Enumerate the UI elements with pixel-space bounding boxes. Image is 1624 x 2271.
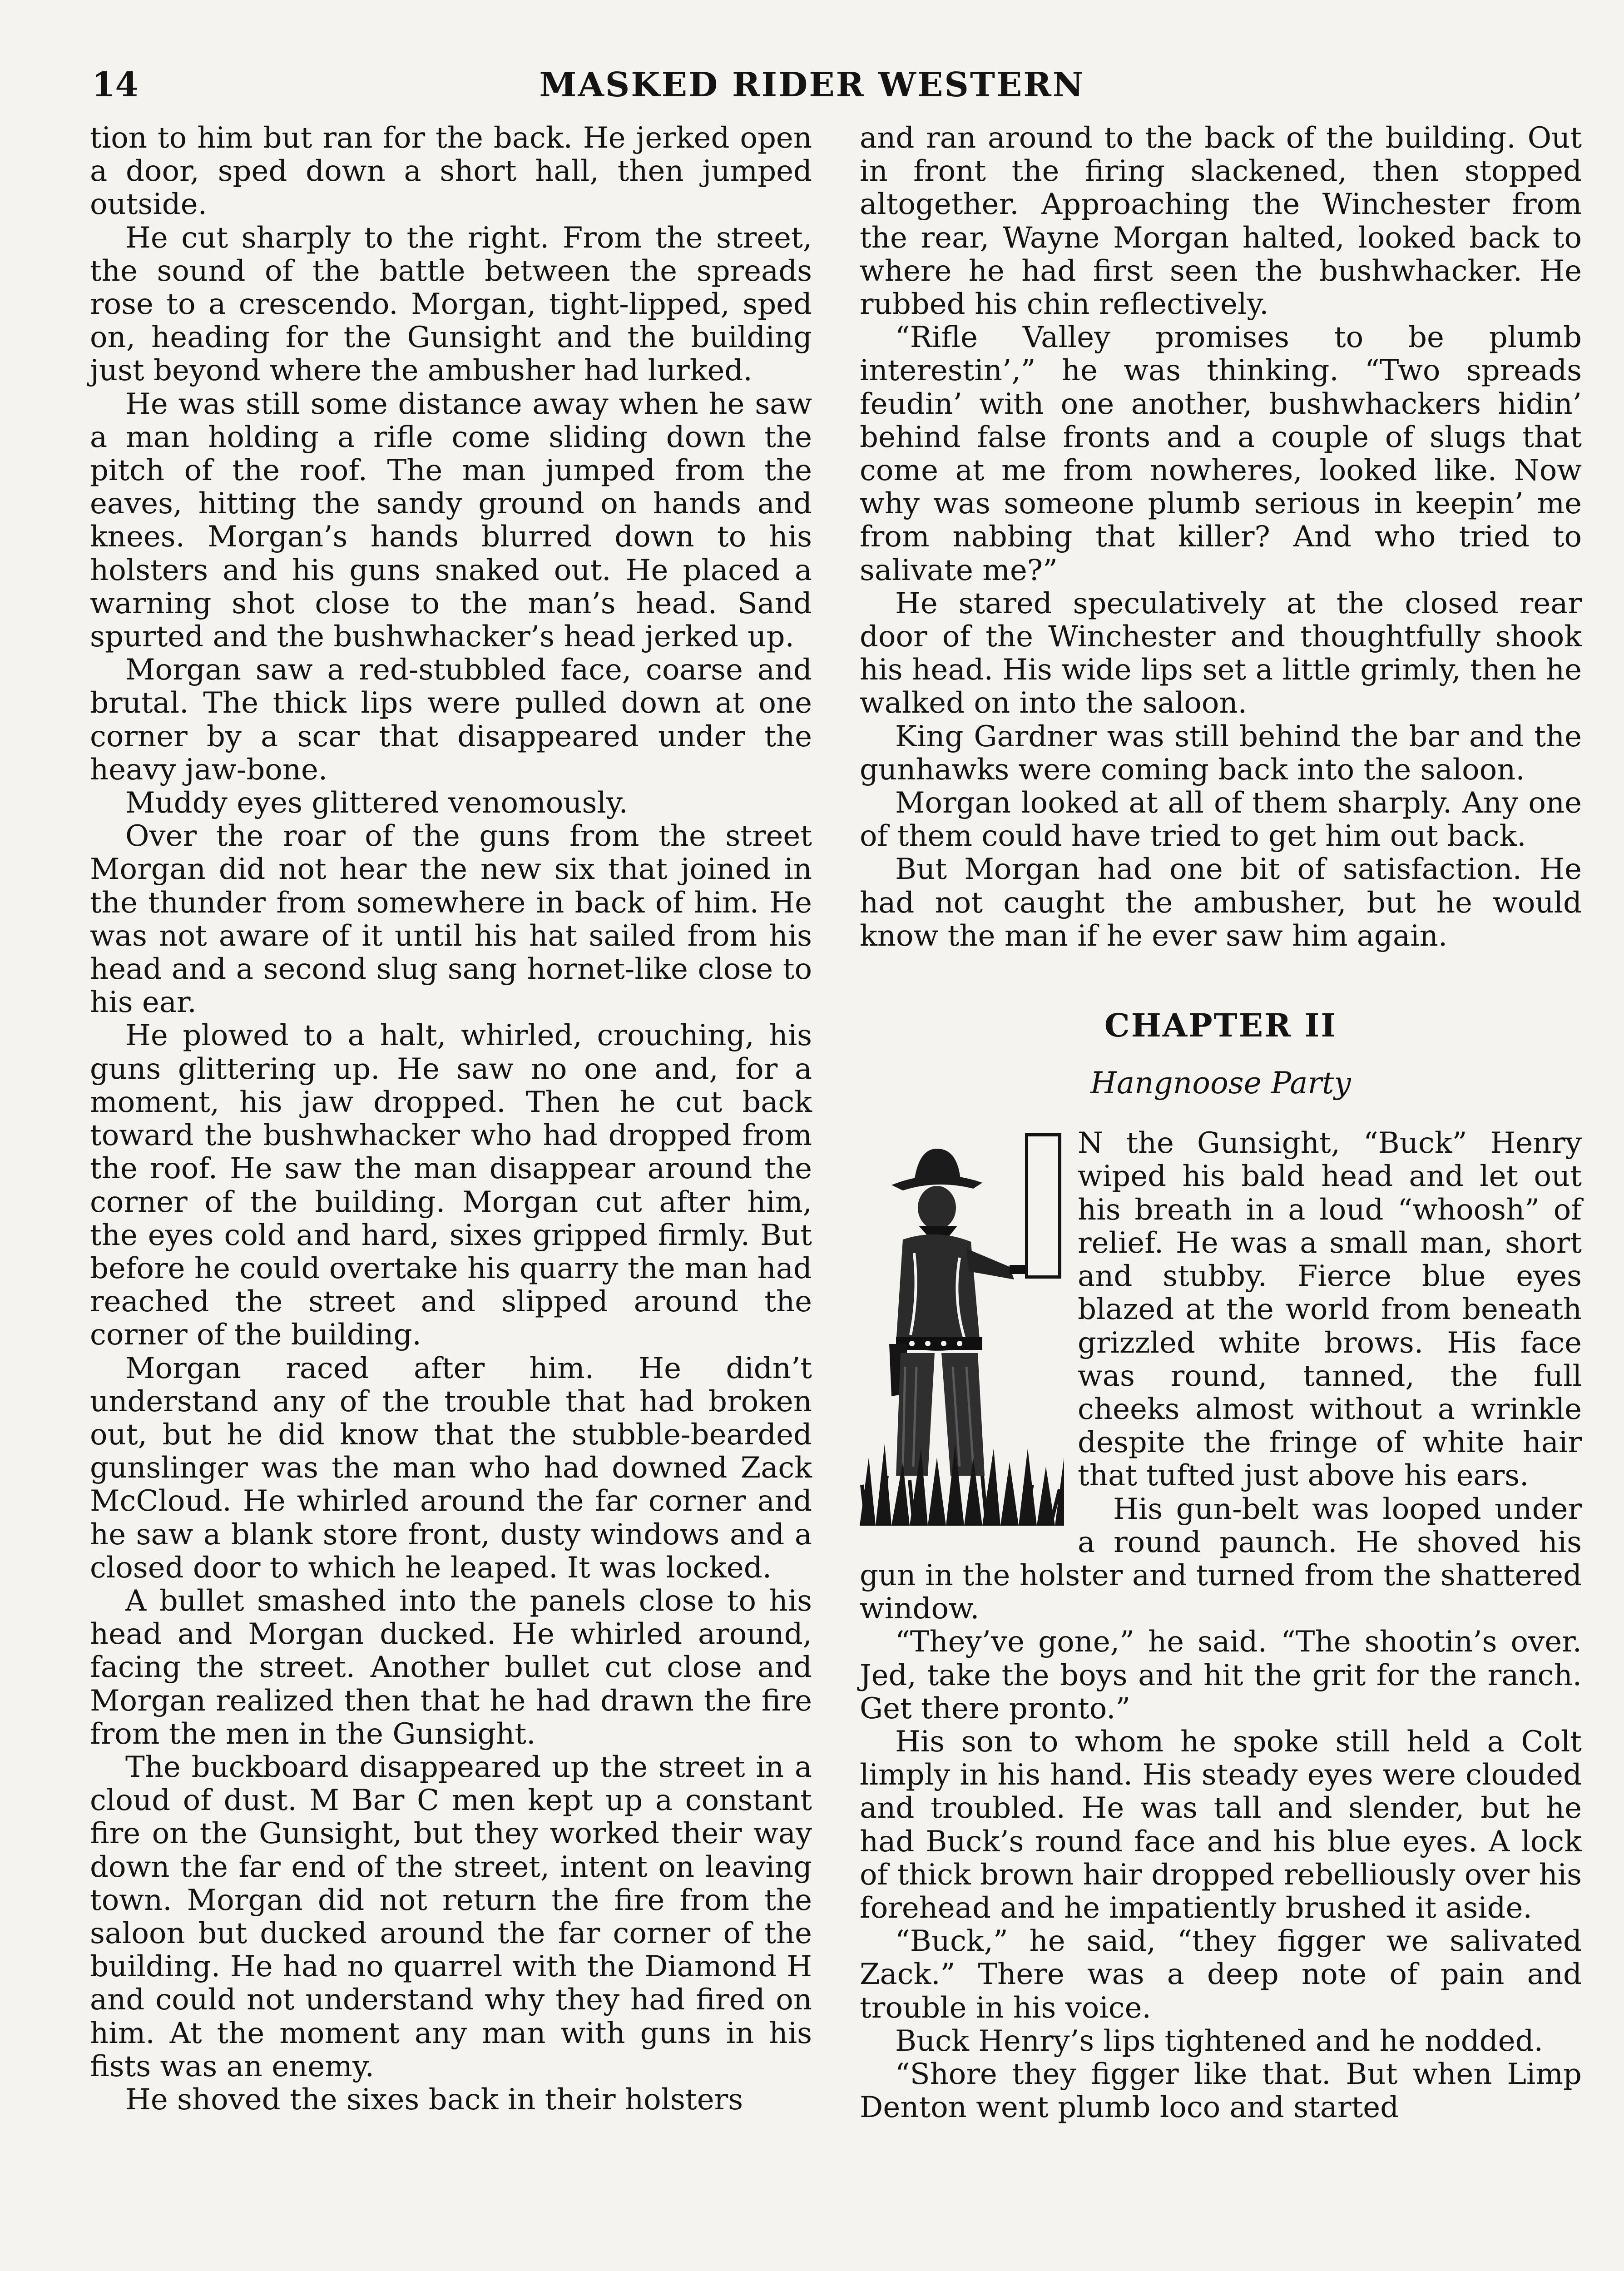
chapter-subtitle: Hangnoose Party <box>1090 1066 1351 1101</box>
paragraph: King Gardner was still behind the bar and the gunhawks were coming back into the saloon. <box>860 719 1582 787</box>
paragraph: Muddy eyes glittered venomously. <box>125 786 628 820</box>
paragraph: Over the roar of the guns from the street Morgan did not hear the new six that joined in the thunder from somewhere in back of him. He was not aware of it until his hat sailed from his head and a second slug sang hornet-like close to his ear. <box>90 819 812 1020</box>
paragraph: Morgan raced after him. He didn’t understand any of the trouble that had broken out, but he did know that the stubble-bearded gunslinger was the man who had downed Zack McCloud. He whirled around the far corner and he saw a blank store front, dusty windows and a closed door to which he leaped. It was locked. <box>90 1351 812 1585</box>
paragraph: But Morgan had one bit of satisfaction. He had not caught the ambusher, but he would know the man if he ever saw him again. <box>860 853 1582 953</box>
paragraph: His gun-belt was looped under a round paunch. He shoved his gun in the holster and turned from the shattered window. <box>860 1492 1582 1626</box>
right-column <box>860 122 1582 2124</box>
paragraph: The buckboard disappeared up the street in a cloud of dust. M Bar C men kept up a constant fire on the Gunsight, but they worked their way down the far end of the street, intent on leaving town. Morgan did not return the fire from the saloon but ducked around the far corner of the building. He had no quarrel with the Diamond H and could not understand why they had fired on him. At the moment any man with guns in his fists was an enemy. <box>90 1750 812 2083</box>
paragraph: Morgan saw a red-stubbled face, coarse and brutal. The thick lips were pulled down at one corner by a scar that disappeared under the heavy jaw-bone. <box>90 653 812 787</box>
paragraph: He stared speculatively at the closed rear door of the Winchester and thoughtfully shook his head. His wide lips set a little grimly, then he walked on into the saloon. <box>860 586 1582 720</box>
paragraph: “They’ve gone,” he said. “The shootin’s over. Jed, take the boys and hit the grit for the ranch. Get there pronto.” <box>860 1625 1582 1726</box>
page-number: 14 <box>92 65 139 104</box>
paragraph: “Shore they figger like that. But when Limp Denton went plumb loco and started <box>860 2057 1582 2125</box>
cowboy-illustration <box>860 1131 1064 1526</box>
chapter-heading: CHAPTER II <box>1104 1007 1337 1045</box>
paragraph: His son to whom he spoke still held a Colt limply in his hand. His steady eyes were clouded and troubled. He was tall and slender, but he had Buck’s round face and his blue eyes. A lock of thick brown hair dropped rebelliously over his forehead and he impatiently brushed it aside. <box>860 1725 1582 1925</box>
left-column <box>90 122 812 2117</box>
paragraph: He plowed to a halt, whirled, crouching, his guns glittering up. He saw no one and, for a moment, his jaw dropped. Then he cut back toward the bushwhacker who had dropped from the roof. He saw the man disappear around the corner of the building. Morgan cut after him, the eyes cold and hard, sixes gripped firmly. But before he could overtake his quarry the man had reached the street and slipped around the corner of the building. <box>90 1019 812 1352</box>
chapter-opening-paragraph: N the Gunsight, “Buck” Henry wiped his bald head and let out his breath in a loud “whoosh” of relief. He was a small man, short and stubby. Fierce blue eyes blazed at the world from beneath grizzled white brows. His face was round, tanned, the full cheeks almost without a wrinkle despite the fringe of white hair that tufted just above his ears. <box>1078 1126 1582 1493</box>
paragraph: He cut sharply to the right. From the street, the sound of the battle between the spreads rose to a crescendo. Morgan, tight-lipped, sped on, heading for the Gunsight and the building just beyond where the ambusher had lurked. <box>90 221 812 388</box>
paragraph: Buck Henry’s lips tightened and he nodded. <box>895 2024 1543 2058</box>
paragraph: He was still some distance away when he saw a man holding a rifle come sliding down the pitch of the roof. The man jumped from the eaves, hitting the sandy ground on hands and knees. Morgan’s hands blurred down to his holsters and his guns snaked out. He placed a warning shot close to the man’s head. Sand spurted and the bushwhacker’s head jerked up. <box>90 387 812 654</box>
paragraph: tion to him but ran for the back. He jerked open a door, sped down a short hall, then jumped outside. <box>90 121 812 222</box>
paragraph: “Buck,” he said, “they figger we salivated Zack.” There was a deep note of pain and trouble in his voice. <box>860 1924 1582 2025</box>
paragraph: and ran around to the back of the building. Out in front the firing slackened, then stopped altogether. Approaching the Winchester from the rear, Wayne Morgan halted, looked back to where he had first seen the bushwhacker. He rubbed his chin reflectively. <box>860 121 1582 322</box>
paragraph: A bullet smashed into the panels close to his head and Morgan ducked. He whirled around, facing the street. Another bullet cut close and Morgan realized then that he had drawn the fire from the men in the Gunsight. <box>90 1584 812 1751</box>
paragraph: He shoved the sixes back in their holsters <box>125 2083 743 2117</box>
paragraph: “Rifle Valley promises to be plumb interestin’,” he was thinking. “Two spreads feudin’ with one another, bushwhackers hidin’ behind false fronts and a couple of slugs that come at me from nowheres, looked like. Now why was someone plumb serious in keepin’ me from nabbing that killer? And who tried to salivate me?” <box>860 321 1582 587</box>
running-title: MASKED RIDER WESTERN <box>539 65 1085 104</box>
drop-cap-i <box>1025 1133 1061 1279</box>
paragraph: Morgan looked at all of them sharply. Any one of them could have tried to get him out back. <box>860 786 1582 853</box>
